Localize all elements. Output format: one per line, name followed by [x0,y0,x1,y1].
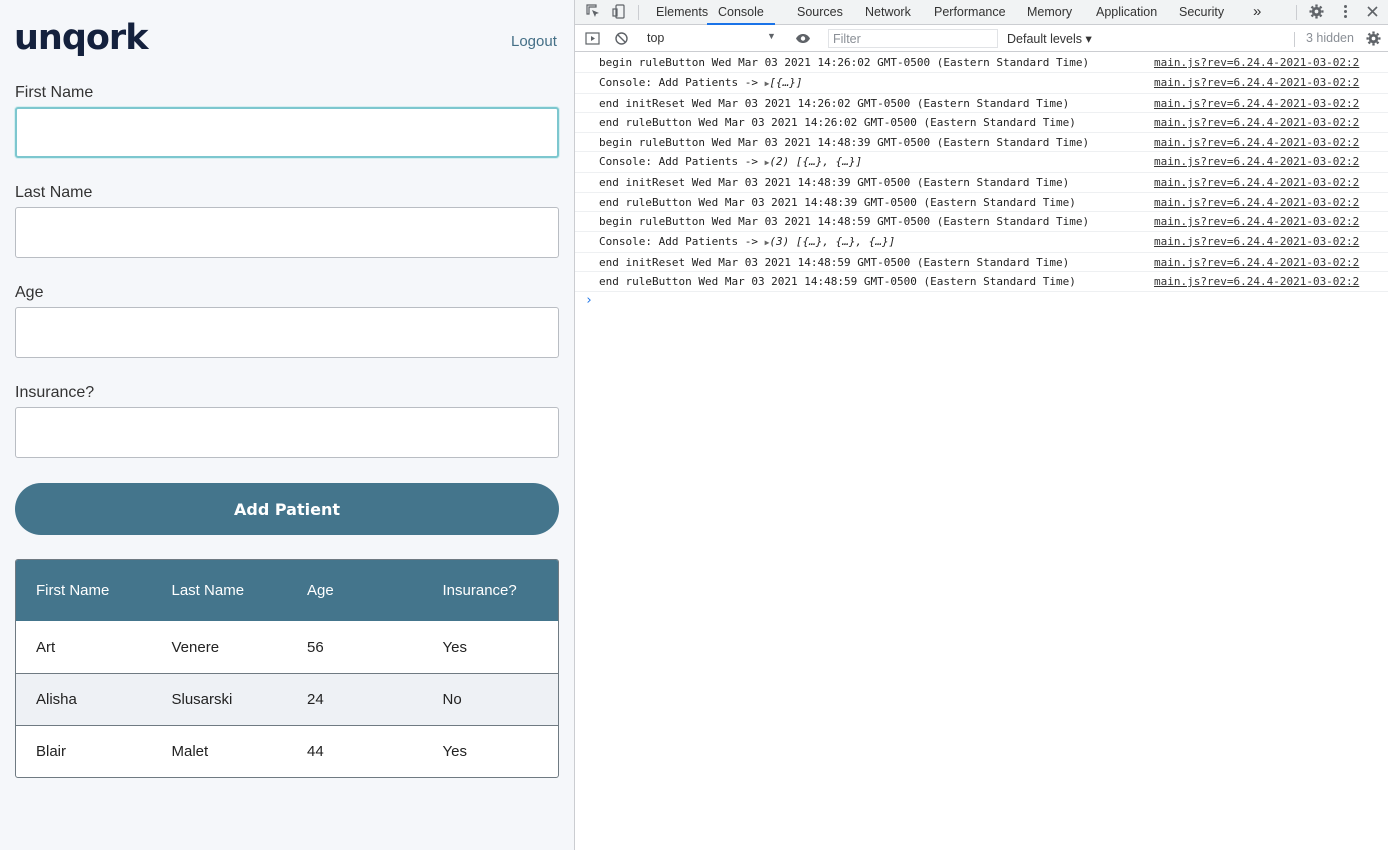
unqork-logo: unqork [14,18,148,58]
cell-first-name: Art [36,638,56,656]
tab-console[interactable]: Console [707,0,775,25]
cell-insurance: Yes [442,638,467,656]
console-message-text: end ruleButton Wed Mar 03 2021 14:48:59 GMT-0500 (Eastern Standard Time) [599,275,1076,288]
age-input[interactable] [15,307,559,358]
tab-memory[interactable]: Memory [1027,5,1073,19]
console-message-text: end initReset Wed Mar 03 2021 14:48:59 GMT-0500 (Eastern Standard Time) [599,255,1070,269]
more-options-icon[interactable] [1337,4,1353,20]
logout-link[interactable]: Logout [511,33,557,50]
toolbar-divider [1296,5,1297,20]
console-message [575,73,1388,94]
first-name-input[interactable] [15,107,559,158]
console-message [575,193,1388,213]
console-source-link[interactable]: main.js?rev=6.24.4-2021-03-02:2 [1154,75,1360,89]
console-object-preview[interactable]: (3) [{…}, {…}, {…}] [769,234,896,248]
console-settings-gear-icon[interactable] [1365,31,1381,47]
first-name-label: First Name [15,84,94,101]
cell-last-name: Slusarski [171,691,233,708]
cell-age: 24 [307,691,324,708]
cell-age: 56 [307,638,324,656]
cell-insurance: No [442,691,462,708]
tab-elements[interactable]: Elements [656,5,709,19]
console-message [575,232,1388,253]
console-message-text: Console: Add Patients -> [599,234,765,248]
device-toolbar-icon[interactable] [611,4,627,20]
console-message-text: begin ruleButton Wed Mar 03 2021 14:48:39 GMT-0500 (Eastern Standard Time) [599,135,1090,149]
console-prompt-input[interactable]: › [585,293,593,308]
console-message [575,94,1388,114]
patients-table [15,559,559,778]
console-source-link[interactable]: main.js?rev=6.24.4-2021-03-02:2 [1154,116,1360,129]
cell-first-name: Alisha [36,691,77,708]
log-levels-dropdown[interactable]: Default levels ▾ [1007,32,1092,46]
close-devtools-icon[interactable] [1364,4,1380,20]
devtools-panel [574,0,1388,850]
cell-first-name: Blair [36,743,67,760]
console-source-link[interactable]: main.js?rev=6.24.4-2021-03-02:2 [1154,56,1360,69]
age-label: Age [15,284,44,301]
table-row[interactable] [16,621,558,673]
console-source-link[interactable]: main.js?rev=6.24.4-2021-03-02:2 [1154,176,1360,189]
table-row[interactable] [16,673,558,725]
console-source-link[interactable]: main.js?rev=6.24.4-2021-03-02:2 [1154,215,1360,228]
console-message-text: end ruleButton Wed Mar 03 2021 14:26:02 GMT-0500 (Eastern Standard Time) [599,116,1076,129]
console-message-text: Console: Add Patients -> [599,75,765,89]
console-source-link[interactable]: main.js?rev=6.24.4-2021-03-02:2 [1154,96,1360,110]
context-select[interactable]: top [647,31,665,45]
last-name-input[interactable] [15,207,559,258]
tab-performance[interactable]: Performance [934,5,1006,19]
toolbar-divider [638,5,639,20]
insurance-label: Insurance? [15,384,95,401]
insurance-input[interactable] [15,407,559,458]
add-patient-button[interactable]: Add Patient [15,483,559,535]
expand-triangle-icon[interactable]: ▶ [764,78,770,88]
console-message-text: Console: Add Patients -> [599,155,765,168]
expand-triangle-icon[interactable]: ▶ [764,237,770,247]
more-tabs-icon[interactable]: » [1253,3,1262,20]
toolbar-divider [1294,32,1295,47]
inspect-element-icon[interactable] [585,4,601,20]
cell-last-name: Venere [171,638,220,656]
context-dropdown-icon[interactable]: ▼ [767,31,776,41]
console-message-text: end ruleButton Wed Mar 03 2021 14:48:39 GMT-0500 (Eastern Standard Time) [599,195,1076,209]
tab-security[interactable]: Security [1179,5,1225,19]
console-source-link[interactable]: main.js?rev=6.24.4-2021-03-02:2 [1154,275,1360,288]
header-insurance[interactable]: Insurance? [442,582,517,599]
expand-triangle-icon[interactable]: ▶ [764,158,770,167]
console-message-text: end initReset Wed Mar 03 2021 14:48:39 GMT-0500 (Eastern Standard Time) [599,176,1070,189]
clear-console-icon[interactable] [613,31,629,47]
console-source-link[interactable]: main.js?rev=6.24.4-2021-03-02:2 [1154,195,1360,209]
console-message [575,173,1388,193]
settings-gear-icon[interactable] [1308,4,1324,20]
header-age[interactable]: Age [307,582,334,599]
console-message [575,133,1388,153]
console-object-preview[interactable]: (2) [{…}, {…}] [769,155,863,168]
console-message-text: end initReset Wed Mar 03 2021 14:26:02 GMT-0500 (Eastern Standard Time) [599,96,1070,110]
devtools-toolbar [575,0,1388,25]
console-message [575,113,1388,133]
live-expression-eye-icon[interactable] [795,31,811,47]
header-first-name[interactable]: First Name [36,582,110,599]
console-message [575,212,1388,232]
console-source-link[interactable]: main.js?rev=6.24.4-2021-03-02:2 [1154,234,1360,248]
hidden-messages-count: 3 hidden [1306,31,1354,45]
console-source-link[interactable]: main.js?rev=6.24.4-2021-03-02:2 [1154,135,1360,149]
console-message [575,272,1388,292]
console-filter-bar [575,26,1388,52]
console-message-text: begin ruleButton Wed Mar 03 2021 14:48:59 GMT-0500 (Eastern Standard Time) [599,215,1090,228]
console-object-preview[interactable]: [{…}] [769,75,803,89]
console-filter-input[interactable] [828,29,998,48]
tab-sources[interactable]: Sources [797,5,843,19]
table-row[interactable] [16,725,558,777]
last-name-label: Last Name [15,184,93,201]
tab-application[interactable]: Application [1096,5,1158,19]
console-message [575,152,1388,173]
cell-age: 44 [307,743,324,760]
sidebar-toggle-icon[interactable] [584,31,600,47]
console-message [575,253,1388,273]
console-message-text: begin ruleButton Wed Mar 03 2021 14:26:02 GMT-0500 (Eastern Standard Time) [599,56,1090,69]
header-last-name[interactable]: Last Name [171,582,245,599]
tab-network[interactable]: Network [865,5,911,19]
table-header-row [16,560,558,621]
console-message [575,53,1388,73]
console-source-link[interactable]: main.js?rev=6.24.4-2021-03-02:2 [1154,255,1360,269]
cell-last-name: Malet [171,743,209,760]
console-log [575,53,1388,292]
cell-insurance: Yes [442,743,467,760]
unqork-app-pane [0,0,574,850]
console-source-link[interactable]: main.js?rev=6.24.4-2021-03-02:2 [1154,155,1360,168]
